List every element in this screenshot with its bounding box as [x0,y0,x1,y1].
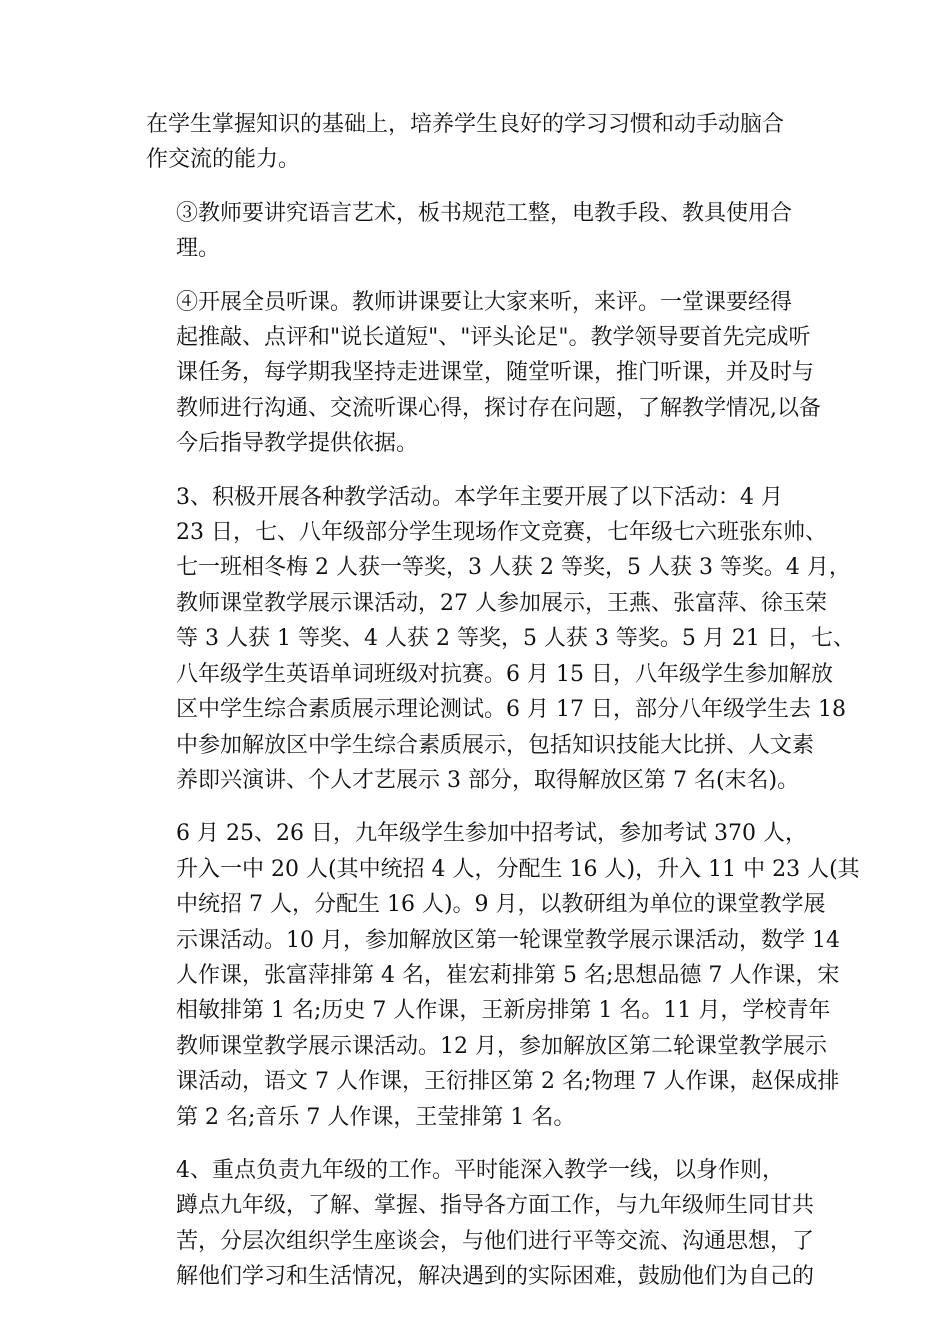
text-line: 蹲点九年级，了解、掌握、指导各方面工作，与九年级师生同甘共 [176,1193,815,1219]
paragraph [146,1153,816,1295]
text-line: 人作课，张富萍排第 4 名，崔宏莉排第 5 名;思想品德 7 人作课，宋 [176,962,840,988]
text-line: 教师进行沟通、交流听课心得，探讨存在问题，了解教学情况,以备 [176,395,821,421]
text-line: 第 2 名;音乐 7 人作课，王莹排第 1 名。 [176,1104,576,1130]
text-line: 养即兴演讲、个人才艺展示 3 部分，取得解放区第 7 名(末名)。 [176,767,800,793]
text-line: 教师课堂教学展示课活动，27 人参加展示，王燕、张富萍、徐玉荣 [176,590,827,616]
text-line: 课活动，语文 7 人作课，王衍排区第 2 名;物理 7 人作课，赵保成排 [176,1069,840,1095]
text-line: 区中学生综合素质展示理论测试。6 月 17 日，部分八年级学生去 18 [176,697,846,723]
text-line: 等 3 人获 1 等奖、4 人获 2 等奖，5 人获 3 等奖。5 月 21 日，七、 [176,626,855,652]
text-line: 理。 [176,236,221,262]
text-line: 课任务，每学期我坚持走进课堂，随堂听课，推门听课，并及时与 [176,360,815,386]
text-line: 6 月 25、26 日，九年级学生参加中招考试，参加考试 370 人， [176,821,807,847]
text-line: 今后指导教学提供依据。 [176,431,419,457]
text-line: 在学生掌握知识的基础上，培养学生良好的学习习惯和动手动脑合 [146,112,785,137]
text-line: 苦，分层次组织学生座谈会，与他们进行平等交流、沟通思想，了 [176,1228,815,1254]
text-line: 相敏排第 1 名;历史 7 人作课，王新房排第 1 名。11 月，学校青年 [176,998,831,1024]
text-line: ③教师要讲究语言艺术，板书规范工整，电教手段、教具使用合 [176,200,793,226]
text-line: 4、重点负责九年级的工作。平时能深入教学一线，以身作则， [176,1157,784,1183]
paragraph [146,816,860,1135]
paragraph [146,107,816,178]
text-line: 23 日，七、八年级部分学生现场作文竞赛，七年级七六班张东帅、 [176,520,827,546]
text-line: 升入一中 20 人(其中统招 4 人，分配生 16 人)，升入 11 中 23 人(其 [176,856,860,882]
text-line: 中参加解放区中学生综合素质展示，包括知识技能大比拼、人文素 [176,732,815,758]
text-line: 解他们学习和生活情况，解决遇到的实际困难，鼓励他们为自己的 [176,1264,815,1290]
text-line: 示课活动。10 月，参加解放区第一轮课堂教学展示课活动，数学 14 [176,927,840,953]
text-line: 中统招 7 人，分配生 16 人)。9 月，以教研组为单位的课堂教学展 [176,892,826,918]
text-line: 八年级学生英语单词班级对抗赛。6 月 15 日，八年级学生参加解放 [176,661,833,687]
text-line: 七一班相冬梅 2 人获一等奖，3 人获 2 等奖，5 人获 3 等奖。4 月， [176,555,851,581]
text-line: ④开展全员听课。教师讲课要让大家来听，来评。一堂课要经得 [176,289,793,315]
document-body [146,107,860,1313]
text-line: 教师课堂教学展示课活动。12 月，参加解放区第二轮课堂教学展示 [176,1033,827,1059]
text-line: 起推敲、点评和"说长道短"、"评头论足"。教学领导要首先完成听 [176,325,811,351]
paragraph [146,196,816,267]
paragraph [146,285,821,462]
text-line: 作交流的能力。 [146,147,301,173]
text-line: 3、积极开展各种教学活动。本学年主要开展了以下活动：4 月 [176,484,783,510]
paragraph [146,480,855,799]
